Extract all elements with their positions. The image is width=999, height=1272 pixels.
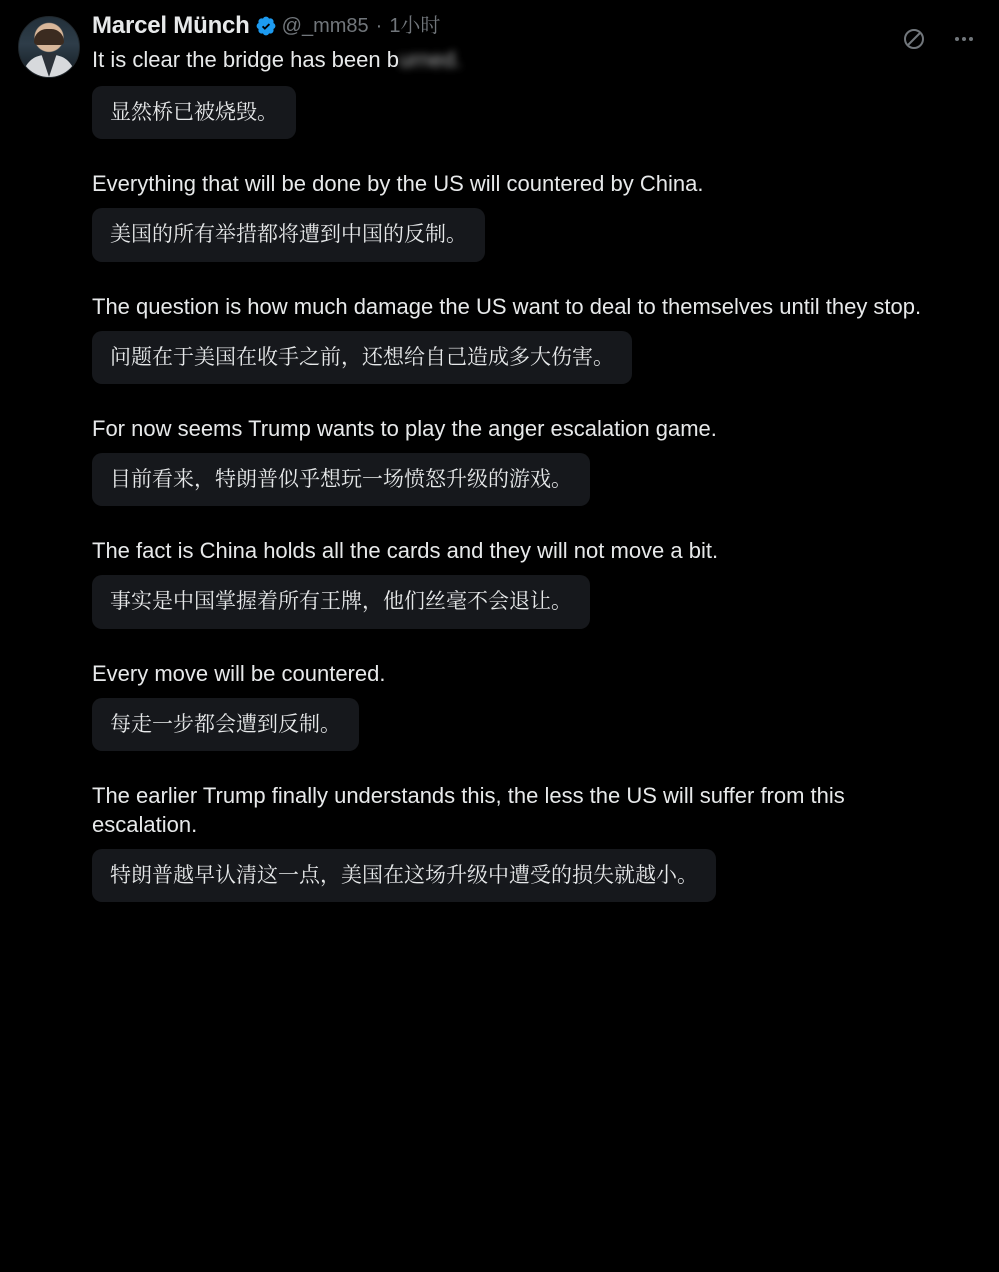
post-paragraph: The question is how much damage the US want to deal to themselves until they stop. [92,293,922,319]
author-line [92,14,981,38]
avatar[interactable] [18,16,80,78]
post-body [92,80,981,902]
post-block [92,536,981,628]
translation-bubble: 目前看来，特朗普似乎想玩一场愤怒升级的游戏。 [92,453,590,506]
translation-bubble: 每走一步都会遭到反制。 [92,698,359,751]
post-header [18,14,981,78]
post-first-line [92,46,981,75]
translation-bubble: 问题在于美国在收手之前，还想给自己造成多大伤害。 [92,331,632,384]
post-block [92,80,981,139]
post-block [92,414,981,506]
author-handle[interactable]: @_mm85 [281,15,369,37]
translation-bubble: 特朗普越早认清这一点，美国在这场升级中遭受的损失就越小。 [92,849,716,902]
post-block [92,292,981,384]
verified-badge-icon [255,15,277,37]
post-timestamp[interactable]: 1小时 [389,15,441,37]
translation-bubble: 事实是中国掌握着所有王牌，他们丝毫不会退让。 [92,575,590,628]
post-paragraph: Everything that will be done by the US will countered by China. [92,171,704,197]
separator-dot: · [375,15,383,37]
post-paragraph: The earlier Trump finally understands this, the less the US will suffer from this escalation. [92,782,845,837]
avatar-detail [34,29,64,45]
post-block [92,659,981,751]
post-paragraph: Every move will be countered. [92,660,386,686]
translation-bubble: 美国的所有举措都将遭到中国的反制。 [92,208,485,261]
translation-bubble: 显然桥已被烧毁。 [92,86,296,139]
post-paragraph: For now seems Trump wants to play the anger escalation game. [92,415,717,441]
post-first-line-text: It is clear the bridge has been b [92,47,399,72]
post-block [92,169,981,261]
author-display-name[interactable]: Marcel Münch [92,12,250,39]
post-paragraph: The fact is China holds all the cards and they will not move a bit. [92,538,719,564]
post-first-line-blurred: urned. [398,47,462,72]
post-block [92,781,981,902]
